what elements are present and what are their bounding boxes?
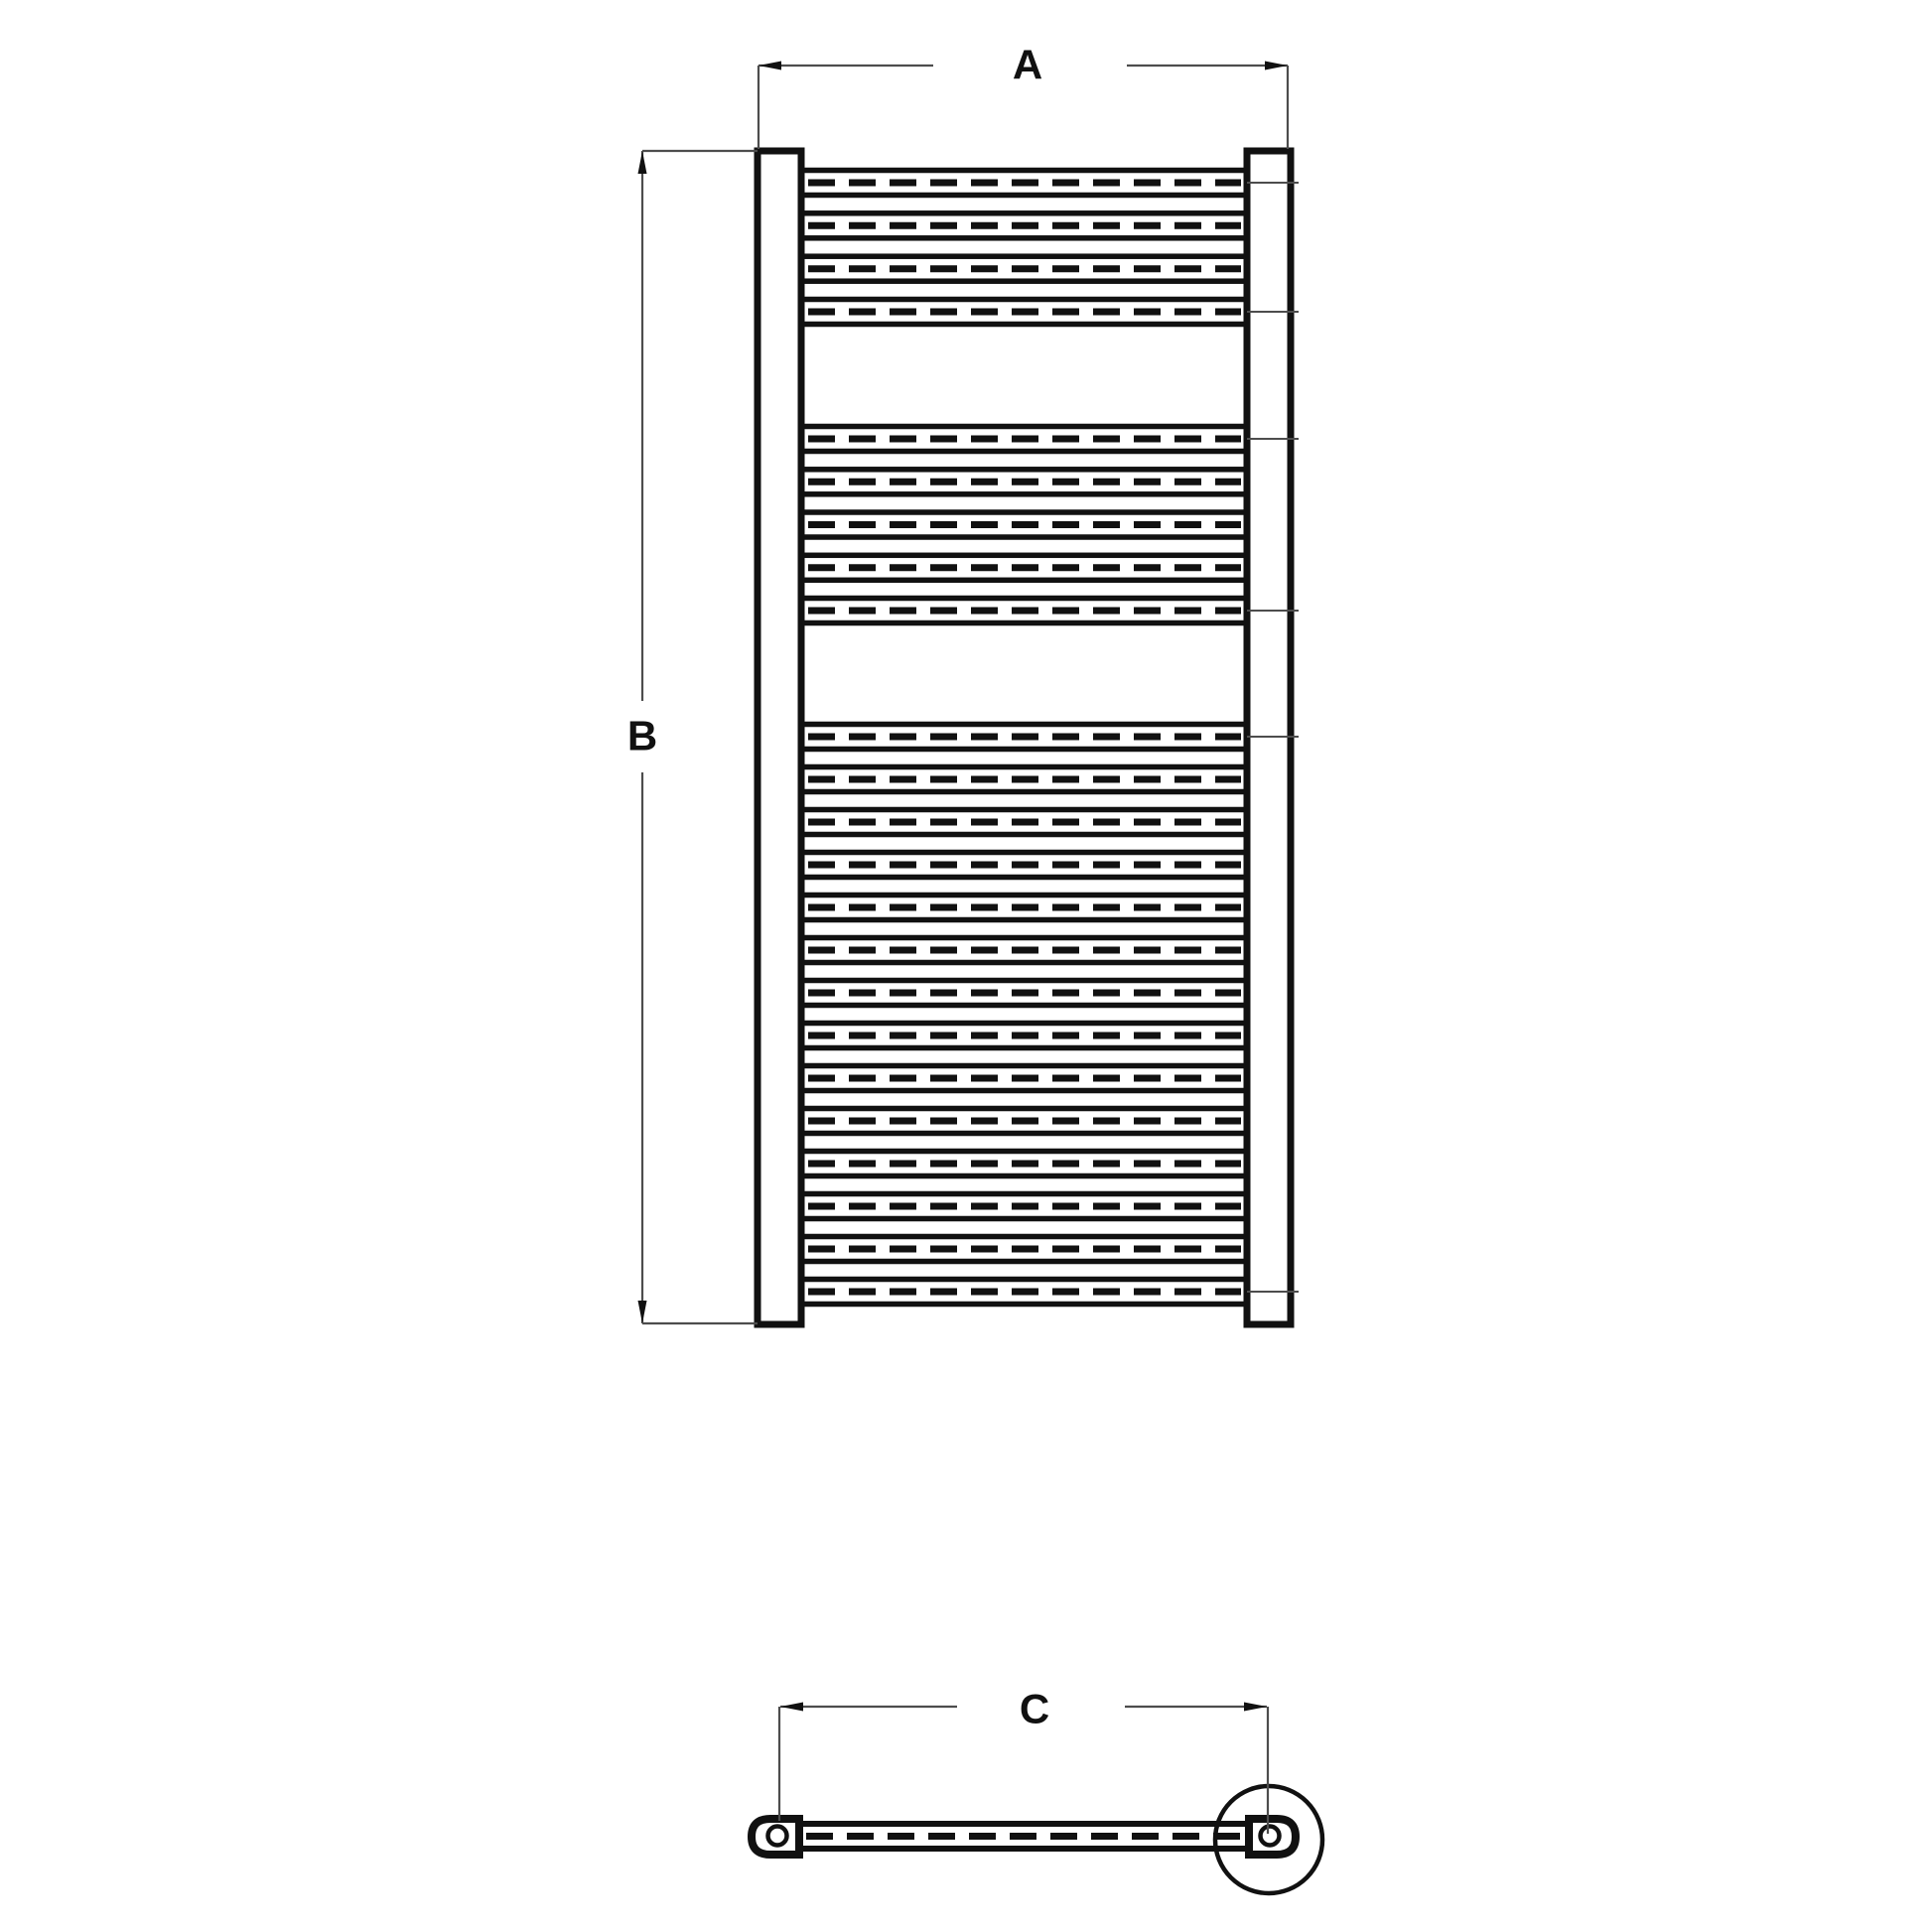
tube-array bbox=[801, 171, 1247, 1305]
arrow-left-icon bbox=[759, 62, 781, 70]
arrow-down-icon bbox=[638, 1301, 647, 1323]
arrow-right-icon bbox=[1265, 62, 1288, 70]
right-port-circle bbox=[1261, 1827, 1280, 1846]
arrow-left-icon bbox=[780, 1703, 803, 1712]
dimension-b-label: B bbox=[626, 712, 658, 759]
left-port-circle bbox=[768, 1827, 787, 1846]
left-rail bbox=[758, 151, 801, 1324]
front-view bbox=[758, 151, 1299, 1324]
plan-view bbox=[752, 1786, 1322, 1893]
dimension-a bbox=[759, 42, 1288, 150]
arrow-right-icon bbox=[1244, 1703, 1267, 1712]
dimension-c-label: C bbox=[1019, 1685, 1050, 1732]
dimension-b bbox=[627, 151, 758, 1323]
dimension-c bbox=[779, 1686, 1268, 1835]
dimension-a-label: A bbox=[1012, 41, 1043, 88]
arrow-up-icon bbox=[638, 151, 647, 174]
